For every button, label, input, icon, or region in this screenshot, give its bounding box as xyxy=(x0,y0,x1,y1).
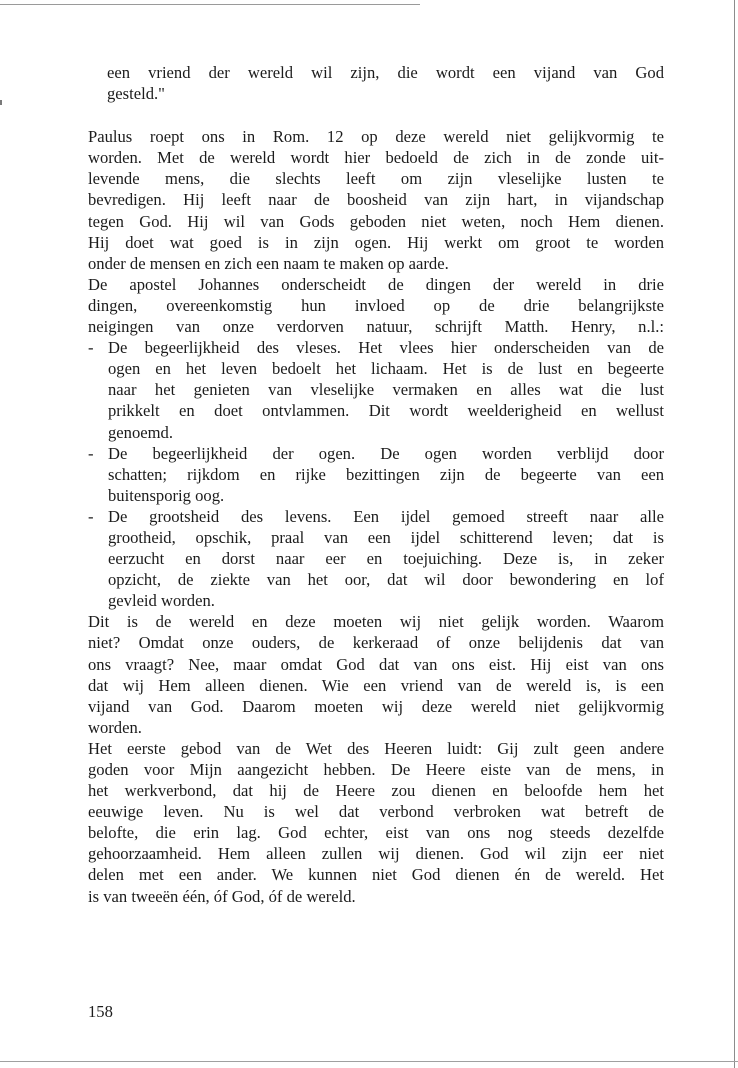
text-line: De begeerlijkheid der ogen. De ogen worden verblijd door xyxy=(108,443,664,463)
dash-bullet: - xyxy=(88,443,94,463)
text-line: De apostel Johannes onderscheidt de dingen der wereld in drie xyxy=(88,274,664,294)
text-line: bevredigen. Hij leeft naar de boosheid van zijn hart, in vijandschap xyxy=(88,190,664,210)
text-line: prikkelt en doet ontvlammen. Dit wordt weelderigheid en wellust xyxy=(108,401,664,421)
text-line: tegen God. Hij wil van Gods geboden niet weten, noch Hem dienen. xyxy=(88,211,664,231)
text-line: goden voor Mijn aangezicht hebben. De Heere eiste van de mens, in xyxy=(88,760,664,779)
bullet-first-line xyxy=(88,443,664,464)
page-body xyxy=(88,62,664,907)
paragraph-1 xyxy=(88,126,664,274)
text-line: is van tweeën één, óf God, óf de wereld. xyxy=(88,886,356,906)
page-bottom-edge xyxy=(0,1061,738,1062)
text-line: naar het genieten van vleselijke vermaken en alles wat die lust xyxy=(108,380,664,400)
text-line: ogen en het leven bedoelt het lichaam. Het is de lust en begeerte xyxy=(108,359,664,379)
dash-bullet: - xyxy=(88,338,94,358)
text-line: delen met een ander. We kunnen niet God dienen én de wereld. Het xyxy=(88,865,664,885)
text-line: levende mens, die slechts leeft om zijn vleselijke lusten te xyxy=(88,169,664,189)
text-line: De grootsheid des levens. Een ijdel gemoed streeft naar alle xyxy=(108,506,664,526)
text-line: dat wij Hem alleen dienen. Wie een vriend van de wereld is, is een xyxy=(88,675,664,695)
text-line: Paulus roept ons in Rom. 12 op deze wereld niet gelijkvormig te xyxy=(88,127,664,147)
text-line: grootheid, opschik, praal van een ijdel schitterend leven; dat is xyxy=(108,527,664,547)
text-line: Dit is de wereld en deze moeten wij niet gelijk worden. Waarom xyxy=(88,612,664,632)
list-item xyxy=(88,443,664,506)
text-line: eerzucht en dorst naar eer en toejuiching. Deze is, in zeker xyxy=(108,549,664,569)
paragraph-4 xyxy=(88,738,664,907)
bullet-list xyxy=(88,337,664,611)
paragraph-3 xyxy=(88,611,664,738)
page-number: 158 xyxy=(88,1002,113,1021)
text-line: het werkverbond, dat hij de Heere zou dienen en beloofde hem het xyxy=(88,781,664,801)
text-line: buitensporig oog. xyxy=(108,485,225,505)
text-line: eeuwige leven. Nu is wel dat verbond verbroken wat betreft de xyxy=(88,802,664,822)
page-right-edge xyxy=(734,0,735,1068)
gutter-mark xyxy=(0,100,2,105)
text-line: gehoorzaamheid. Hem alleen zullen wij dienen. God wil zijn eer niet xyxy=(88,844,664,864)
text-line: dingen, overeenkomstig hun invloed op de drie belangrijkste xyxy=(88,295,664,315)
text-line: Het eerste gebod van de Wet des Heeren luidt: Gij zult geen andere xyxy=(88,738,664,758)
text-line: worden. xyxy=(88,717,142,737)
text-line: opzicht, de ziekte van het oor, dat wil door bewondering en lof xyxy=(108,570,664,590)
paragraph-gap xyxy=(88,104,664,126)
text-line: niet? Omdat onze ouders, de kerkeraad of onze belijdenis dat van xyxy=(88,633,664,653)
text-line: gevleid worden. xyxy=(108,591,215,611)
text-line: schatten; rijkdom en rijke bezittingen zijn de begeerte van een xyxy=(108,464,664,484)
text-line: worden. Met de wereld wordt hier bedoeld de zich in de zonde uit- xyxy=(88,148,664,168)
bullet-first-line xyxy=(88,506,664,527)
dash-bullet: - xyxy=(88,506,94,526)
text-line: genoemd. xyxy=(108,422,173,442)
list-item xyxy=(88,506,664,611)
paragraph-2 xyxy=(88,274,664,337)
text-line: Hij doet wat goed is in zijn ogen. Hij werkt om groot te worden xyxy=(88,232,664,252)
text-line: een vriend der wereld wil zijn, die wordt een vijand van God xyxy=(107,63,664,82)
quote-continuation xyxy=(88,62,664,104)
page-top-edge xyxy=(0,4,420,5)
text-line: gesteld." xyxy=(107,84,165,104)
text-line: ons vraagt? Nee, maar omdat God dat van ons eist. Hij eist van ons xyxy=(88,654,664,674)
text-line: belofte, die erin lag. God echter, eist van ons nog steeds dezelfde xyxy=(88,823,664,843)
list-item xyxy=(88,337,664,442)
text-line: De begeerlijkheid des vleses. Het vlees hier onderscheiden van de xyxy=(108,338,664,358)
text-line: neigingen van onze verdorven natuur, schrijft Matth. Henry, n.l.: xyxy=(88,317,664,337)
text-line: vijand van God. Daarom moeten wij deze wereld niet gelijkvormig xyxy=(88,696,664,716)
text-line: onder de mensen en zich een naam te maken op aarde. xyxy=(88,253,449,273)
bullet-first-line xyxy=(88,337,664,358)
